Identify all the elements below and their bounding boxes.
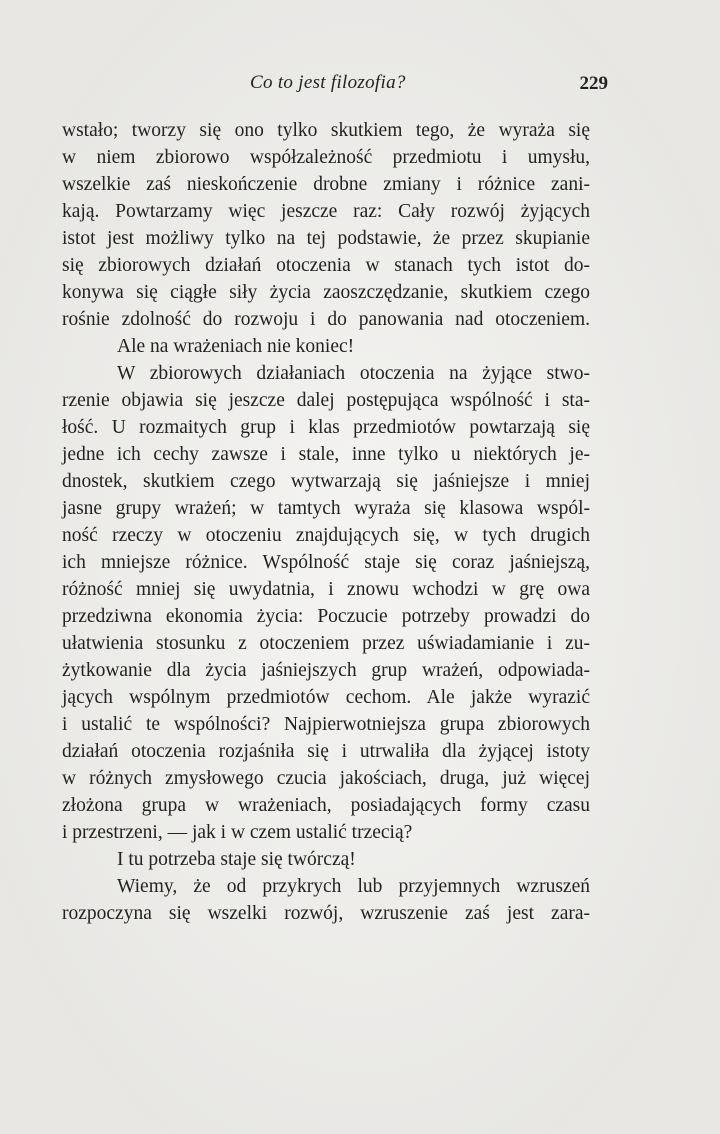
text-line: żytkowanie dla życia jaśniejszych grup wrażeń, odpowiada- [62, 660, 590, 681]
text-line: i ustalić te wspólności? Najpierwotniejsza grupa zbiorowych [62, 714, 590, 735]
text-line: w różnych zmysłowego czucia jakościach, druga, już więcej [62, 768, 590, 789]
text-line: W zbiorowych działaniach otoczenia na żyjące stwo- [117, 363, 590, 384]
text-line: rzenie objawia się jeszcze dalej postępująca wspólność i sta- [62, 390, 590, 411]
text-line: złożona grupa w wrażeniach, posiadających formy czasu [62, 795, 590, 816]
text-line: w niem zbiorowo współzależność przedmiotu i umysłu, [62, 147, 590, 168]
text-line: działań otoczenia rozjaśniła się i utrwaliła dla żyjącej istoty [62, 741, 590, 762]
text-line: i przestrzeni, — jak i w czem ustalić trzecią? [62, 822, 413, 843]
text-line: ność rzeczy w otoczeniu znajdujących się, w tych drugich [62, 525, 590, 546]
text-line: dnostek, skutkiem czego wytwarzają się jaśniejsze i mniej [62, 471, 590, 492]
page-number: 229 [579, 73, 608, 94]
text-line: konywa się ciągłe siły życia zaoszczędzanie, skutkiem czego [62, 282, 590, 303]
running-head [60, 72, 608, 102]
text-line: się zbiorowych działań otoczenia w stanach tych istot do- [62, 255, 590, 276]
text-line: wstało; tworzy się ono tylko skutkiem tego, że wyraża się [62, 120, 590, 141]
text-line: przedziwna ekonomia życia: Poczucie potrzeby prowadzi do [62, 606, 590, 627]
text-line: jących wspólnym przedmiotów cechom. Ale jakże wyrazić [62, 687, 590, 708]
text-line: ich mniejsze różnice. Wspólność staje się coraz jaśniejszą, [62, 552, 590, 573]
text-line: Ale na wrażeniach nie koniec! [117, 336, 355, 357]
text-line: kają. Powtarzamy więc jeszcze raz: Cały rozwój żyjących [62, 201, 590, 222]
text-line: istot jest możliwy tylko na tej podstawie, że przez skupianie [62, 228, 590, 249]
running-title: Co to jest filozofia? [250, 72, 406, 93]
text-line: jedne ich cechy zawsze i stale, inne tylko u niektórych je- [62, 444, 590, 465]
text-line: różność mniej się uwydatnia, i znowu wchodzi w grę owa [62, 579, 590, 600]
text-line: łość. U rozmaitych grup i klas przedmiotów powtarzają się [62, 417, 590, 438]
text-line: wszelkie zaś nieskończenie drobne zmiany i różnice zani- [62, 174, 590, 195]
text-line: ułatwienia stosunku z otoczeniem przez uświadamianie i zu- [62, 633, 590, 654]
body-text [62, 117, 590, 927]
text-line: jasne grupy wrażeń; w tamtych wyraża się klasowa wspól- [62, 498, 590, 519]
text-line: I tu potrzeba staje się twórczą! [117, 849, 356, 870]
text-line: rośnie zdolność do rozwoju i do panowania nad otoczeniem. [62, 309, 590, 330]
text-line: rozpoczyna się wszelki rozwój, wzruszenie zaś jest zara- [62, 903, 590, 924]
text-line: Wiemy, że od przykrych lub przyjemnych wzruszeń [117, 876, 590, 897]
